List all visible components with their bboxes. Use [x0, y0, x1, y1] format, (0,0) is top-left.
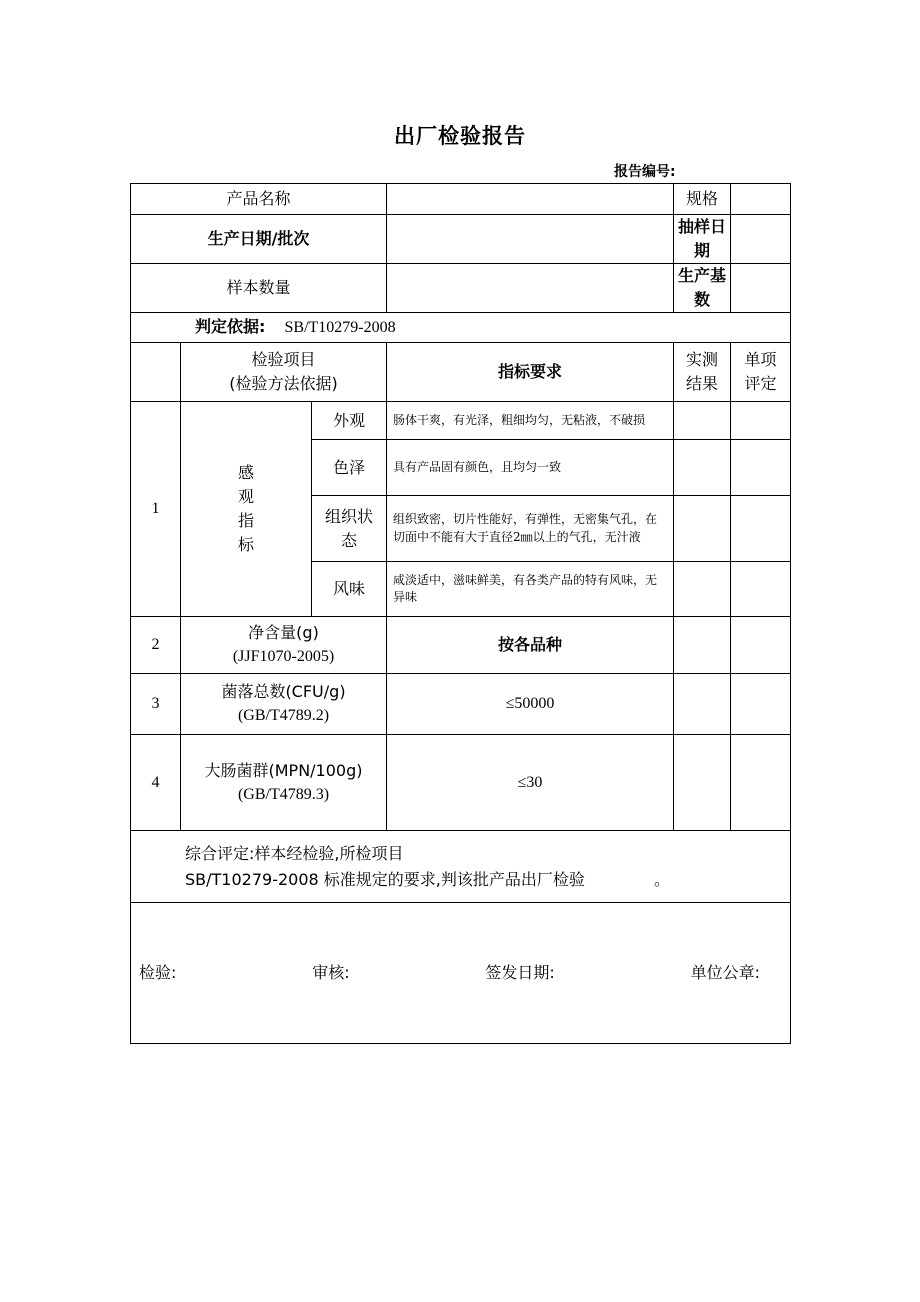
- item-method: (JJF1070-2005): [232, 648, 335, 665]
- result-cell[interactable]: [674, 562, 731, 617]
- col-result-header: [674, 343, 731, 402]
- product-name-field[interactable]: [387, 184, 674, 215]
- summary-line2-wrap: [185, 867, 790, 893]
- sample-qty-label: 样本数量: [131, 264, 387, 313]
- item-name-cell: [181, 617, 387, 674]
- item-no: 2: [131, 617, 181, 674]
- reviewer-label: 审核:: [312, 963, 350, 982]
- inspector-label: 检验:: [139, 963, 177, 982]
- item-no: 3: [131, 674, 181, 735]
- report-number-label: 报告编号:: [614, 164, 676, 180]
- sensory-item-req: 肠体干爽，有光泽，粗细均匀，无粘液，不破损: [387, 402, 674, 440]
- summary-line2: SB/T10279-2008 标准规定的要求,判该批产品出厂检验: [185, 869, 585, 889]
- judge-cell[interactable]: [731, 617, 791, 674]
- col-item-line2: (检验方法依据): [229, 374, 338, 393]
- sensory-item-name: 风味: [312, 562, 387, 617]
- item-name: 净含量(g): [248, 623, 319, 642]
- judgment-basis: [131, 313, 791, 343]
- item-req: ≤50000: [387, 674, 674, 735]
- judge-cell[interactable]: [731, 735, 791, 831]
- col-judge-line1: 单项: [744, 350, 777, 369]
- summary-line1: 综合评定:样本经检验,所检项目: [185, 843, 404, 863]
- sensory-item-name: 色泽: [312, 440, 387, 496]
- prod-base-field[interactable]: [731, 264, 791, 313]
- col-item-header: [181, 343, 387, 402]
- item-method: (GB/T4789.3): [237, 785, 330, 803]
- result-cell[interactable]: [674, 674, 731, 735]
- prod-date-batch-field[interactable]: [387, 215, 674, 264]
- judgment-basis-label: 判定依据:: [195, 317, 266, 336]
- judge-cell[interactable]: [731, 440, 791, 496]
- result-cell[interactable]: [674, 496, 731, 562]
- item-name: 菌落总数(CFU/g): [221, 682, 346, 701]
- judge-cell[interactable]: [731, 402, 791, 440]
- col-judge-line2: 评定: [744, 374, 777, 393]
- judge-cell[interactable]: [731, 562, 791, 617]
- signature-row: [131, 903, 791, 1044]
- prod-date-batch-label: 生产日期/批次: [131, 215, 387, 264]
- col-result-line1: 实测: [685, 350, 718, 369]
- sensory-group-label: 感观指标: [237, 463, 254, 554]
- col-no-header: [131, 343, 181, 402]
- sample-qty-field[interactable]: [387, 264, 674, 313]
- sensory-item-req: 具有产品固有颜色，且均匀一致: [387, 440, 674, 496]
- sample-date-label: 抽样日期: [674, 215, 731, 264]
- col-judge-header: [731, 343, 791, 402]
- item-no: 4: [131, 735, 181, 831]
- page-title: 出厂检验报告: [394, 124, 526, 148]
- product-name-label: 产品名称: [131, 184, 387, 215]
- item-method: (GB/T4789.2): [237, 707, 330, 724]
- sample-date-field[interactable]: [731, 215, 791, 264]
- col-item-line1: 检验项目: [251, 350, 316, 369]
- item-name-cell: [181, 674, 387, 735]
- seal-label: 单位公章:: [690, 963, 760, 982]
- issue-date-label: 签发日期:: [485, 963, 555, 982]
- judge-cell[interactable]: [731, 674, 791, 735]
- sensory-item-req: 组织致密，切片性能好，有弹性，无密集气孔，在切面中不能有大于直径2㎜以上的气孔，无汁液: [387, 496, 674, 562]
- sensory-item-name: 外观: [312, 402, 387, 440]
- sensory-item-req: 咸淡适中，滋味鲜美，有各类产品的特有风味，无异味: [387, 562, 674, 617]
- col-requirement-header: 指标要求: [387, 343, 674, 402]
- item-name-cell: [181, 735, 387, 831]
- item-req: ≤30: [387, 735, 674, 831]
- sensory-item-name: 组织状态: [325, 506, 374, 550]
- overall-assessment: [131, 831, 791, 903]
- judge-cell[interactable]: [731, 496, 791, 562]
- result-cell[interactable]: [674, 402, 731, 440]
- spec-label: 规格: [674, 184, 731, 215]
- summary-end: 。: [653, 869, 670, 889]
- item-req: 按各品种: [387, 617, 674, 674]
- inspection-table: [130, 183, 791, 1044]
- result-cell[interactable]: [674, 735, 731, 831]
- judgment-basis-value: SB/T10279-2008: [284, 319, 396, 336]
- sensory-item-name-cell: [312, 496, 387, 562]
- col-result-line2: 结果: [685, 374, 718, 393]
- result-cell[interactable]: [674, 617, 731, 674]
- sensory-no: 1: [131, 402, 181, 617]
- item-name: 大肠菌群(MPN/100g): [204, 760, 363, 780]
- prod-base-label: 生产基数: [674, 264, 731, 313]
- result-cell[interactable]: [674, 440, 731, 496]
- sensory-group-cell: [181, 402, 312, 617]
- spec-field[interactable]: [731, 184, 791, 215]
